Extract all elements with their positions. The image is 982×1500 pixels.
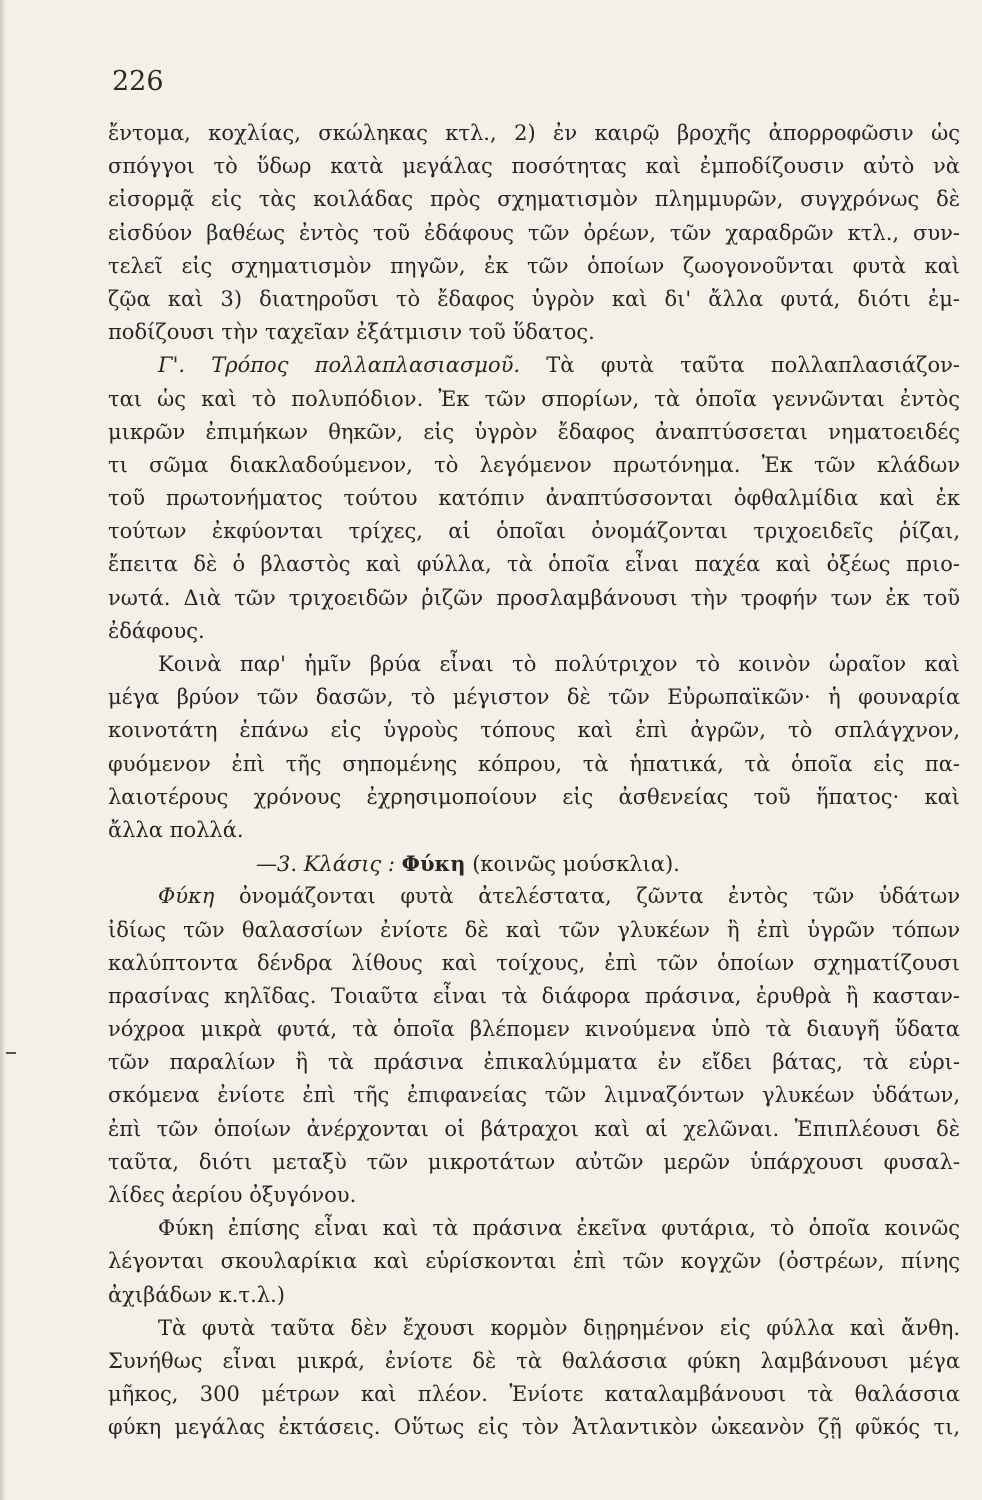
margin-mark	[6, 1052, 16, 1054]
text-line: τοῦ πρωτονήματος τούτου κατόπιν ἀναπτύσσονται ὀφθαλμίδια καὶ ἐκ	[108, 486, 960, 511]
text-line: ἔντομα, κοχλίας, σκώληκας κτλ., 2) ἐν καιρῷ βροχῆς ἀπορροφῶσιν ὡς	[108, 121, 960, 145]
text-line: μικρῶν ἐπιμήκων θηκῶν, εἰς ὑγρὸν ἔδαφος ἀναπτύσσεται νηματοειδές	[108, 419, 960, 444]
text-line: ται ὡς καὶ τὸ πολυπόδιον. Ἐκ τῶν σπορίων, τὰ ὁποῖα γεννῶνται ἐντὸς	[108, 386, 960, 411]
fyki-first-word: Φύκη	[158, 884, 215, 909]
text-line: εἰσορμᾷ εἰς τὰς κοιλάδας πρὸς σχηματισμὸν πλημμυρῶν, συγχρόνως δὲ	[108, 187, 960, 212]
text-line: εἰσδύον βαθέως ἐντὸς τοῦ ἐδάφους τῶν ὀρέων, τῶν χαραδρῶν κτλ., συν-	[108, 220, 960, 245]
text-line: ζῷα καὶ 3) διατηροῦσι τὸ ἔδαφος ὑγρὸν καὶ δι' ἄλλα φυτά, διότι ἐμ-	[108, 286, 960, 311]
fyki-first-line-rest: ὀνομάζονται φυτὰ ἀτελέστατα, ζῶντα ἐντὸς τῶν ὑδάτων	[214, 884, 960, 909]
text-line: σπόγγοι τὸ ὕδωρ κατὰ μεγάλας ποσότητας καὶ ἐμποδίζουσιν αὐτὸ νὰ	[108, 154, 960, 179]
text-line: τι σῶμα διακλαδούμενον, τὸ λεγόμενον πρωτόνημα. Ἐκ τῶν κλάδων	[108, 452, 960, 477]
class-heading	[108, 847, 960, 880]
text-line: καλύπτοντα δένδρα λίθους καὶ τοίχους, ἐπὶ τῶν ὁποίων σχηματίζουσι	[108, 950, 960, 975]
text-line: ἐπὶ τῶν ὁποίων ἀνέρχονται οἱ βάτραχοι καὶ αἱ χελῶναι. Ἐπιπλέουσι δὲ	[108, 1116, 960, 1141]
text-line: φύκη μεγάλας ἐκτάσεις. Οὕτως εἰς τὸν Ἀτλαντικὸν ὠκεανὸν ζῇ φῦκός τι,	[108, 1415, 960, 1440]
text-line: Φύκη ἐπίσης εἶναι καὶ τὰ πράσινα ἐκεῖνα φυτάρια, τὸ ὁποῖα κοινῶς	[158, 1216, 960, 1241]
text-line: μέγα βρύον τῶν δασῶν, τὸ μέγιστον δὲ τῶν Εὐρωπαϊκῶν· ἡ φουναρία	[108, 685, 960, 710]
page-number: 226	[112, 66, 164, 97]
text-line: ἐδάφους.	[108, 618, 205, 643]
text-line: ἰδίως τῶν θαλασσίων ἐνίοτε δὲ καὶ τῶν γλυκέων ἢ ἐπὶ ὑγρῶν τόπων	[108, 917, 960, 942]
text-line: κοινοτάτη ἐπάνω εἰς ὑγροὺς τόπους καὶ ἐπὶ ἀγρῶν, τὸ σπλάγχνον,	[108, 718, 960, 743]
class-heading-title: Φύκη	[401, 851, 466, 877]
fyki-first-line	[108, 880, 960, 913]
text-line: λέγονται σκουλαρίκια καὶ εὑρίσκονται ἐπὶ τῶν κογχῶν (ὀστρέων, πίνης	[108, 1249, 960, 1274]
section-g-first-line-rest: Τὰ φυτὰ ταῦτα πολλαπλασιάζον-	[546, 353, 960, 378]
text-line: σκόμενα ἐνίοτε ἐπὶ τῆς ἐπιφανείας τῶν λιμναζόντων γλυκέων ὑδάτων,	[108, 1083, 960, 1108]
section-g-first-line	[108, 349, 960, 382]
text-line: τῶν παραλίων ἢ τὰ πράσινα ἐπικαλύμματα ἐν εἴδει βάτας, τὰ εὑρι-	[108, 1050, 960, 1075]
text-body	[108, 117, 960, 1445]
text-line: ἄλλα πολλά.	[108, 817, 244, 842]
text-line: λίδες ἀερίου ὀξυγόνου.	[108, 1183, 357, 1207]
text-line: λαιοτέρους χρόνους ἐχρησιμοποίουν εἰς ἀσθενείας τοῦ ἥπατος· καὶ	[108, 784, 960, 809]
text-line: ἔπειτα δὲ ὁ βλαστὸς καὶ φύλλα, τὰ ὁποῖα εἶναι παχέα καὶ ὀξέως πριο-	[108, 552, 960, 577]
text-line: μῆκος, 300 μέτρων καὶ πλέον. Ἐνίοτε καταλαμβάνουσι τὰ θαλάσσια	[108, 1382, 960, 1407]
text-line: τούτων ἐκφύονται τρίχες, αἱ ὁποῖαι ὀνομάζονται τριχοειδεῖς ῥίζαι,	[108, 519, 960, 544]
text-line: Τὰ φυτὰ ταῦτα δὲν ἔχουσι κορμὸν διῃρημένον εἰς φύλλα καὶ ἄνθη.	[158, 1315, 960, 1340]
text-line: ποδίζουσι τὴν ταχεῖαν ἐξάτμισιν τοῦ ὕδατος.	[108, 320, 595, 345]
text-line: ταῦτα, διότι μεταξὺ τῶν μικροτάτων αὐτῶν μερῶν ὑπάρχουσι φυσαλ-	[108, 1149, 960, 1174]
text-line: ἀχιβάδων κ.τ.λ.)	[108, 1282, 285, 1307]
text-line: νόχροα μικρὰ φυτά, τὰ ὁποῖα βλέπομεν κινούμενα ὑπὸ τὰ διαυγῆ ὕδατα	[108, 1017, 960, 1042]
page-gutter-shadow	[0, 0, 6, 1500]
section-g-label: Γ'. Τρόπος πολλαπλασιασμοῦ.	[158, 353, 521, 378]
text-line: τελεῖ εἰς σχηματισμὸν πηγῶν, ἐκ τῶν ὁποίων ζωογονοῦνται φυτὰ καὶ	[108, 253, 960, 278]
class-heading-suffix: (κοινῶς μούσκλια).	[465, 852, 680, 877]
text-line: νωτά. Διὰ τῶν τριχοειδῶν ῥιζῶν προσλαμβάνουσι τὴν τροφήν των ἐκ τοῦ	[108, 585, 960, 610]
text-line: φυόμενον ἐπὶ τῆς σηπομένης κόπρου, τὰ ἡπατικά, τὰ ὁποῖα εἰς πα-	[108, 751, 960, 776]
text-line: Κοινὰ παρ' ἡμῖν βρύα εἶναι τὸ πολύτριχον τὸ κοινὸν ὡραῖον καὶ	[158, 652, 960, 676]
class-heading-prefix: —3. Κλάσις :	[256, 852, 402, 877]
text-line: πρασίνας κηλῖδας. Τοιαῦτα εἶναι τὰ διάφορα πράσινα, ἐρυθρὰ ἢ κασταν-	[108, 983, 960, 1008]
text-line: Συνήθως εἶναι μικρά, ἐνίοτε δὲ τὰ θαλάσσια φύκη λαμβάνουσι μέγα	[108, 1348, 960, 1373]
